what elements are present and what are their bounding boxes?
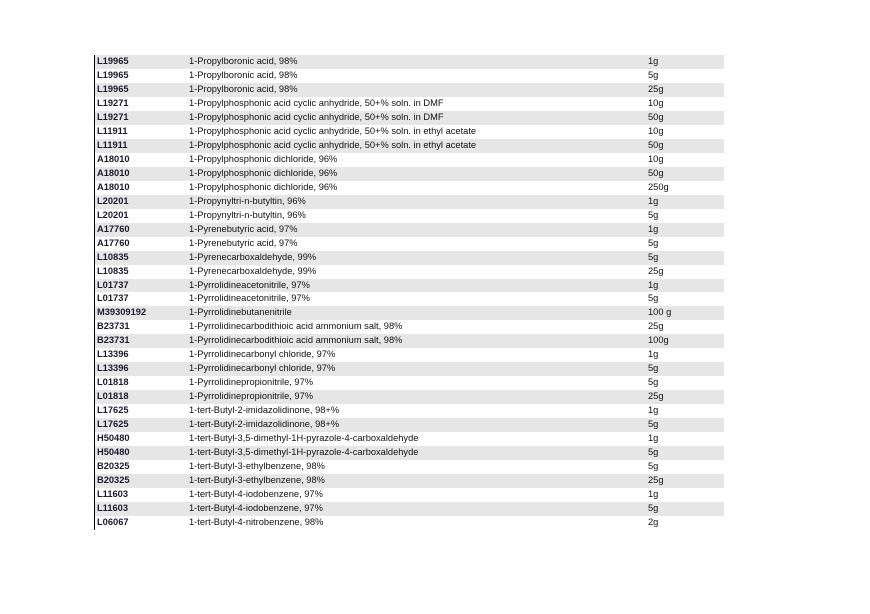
product-code: A17760 bbox=[97, 237, 130, 248]
table-row bbox=[94, 209, 724, 223]
product-description: 1-tert-Butyl-3-ethylbenzene, 98% bbox=[189, 461, 325, 472]
product-code: L19271 bbox=[97, 97, 129, 108]
table-row bbox=[94, 167, 724, 181]
product-description: 1-Propylboronic acid, 98% bbox=[189, 83, 298, 94]
product-code: L17625 bbox=[97, 405, 129, 416]
product-description: 1-Pyrrolidinecarbonyl chloride, 97% bbox=[189, 363, 336, 374]
product-code: B23731 bbox=[97, 335, 130, 346]
table-row bbox=[94, 223, 724, 237]
product-description: 1-Pyrrolidinepropionitrile, 97% bbox=[189, 391, 314, 402]
product-code: H50480 bbox=[97, 447, 130, 458]
package-size: 5g bbox=[648, 251, 659, 262]
table-row bbox=[94, 69, 724, 83]
package-size: 10g bbox=[648, 125, 664, 136]
table-row bbox=[94, 83, 724, 97]
package-size: 2g bbox=[648, 516, 659, 527]
table-row bbox=[94, 418, 724, 432]
package-size: 5g bbox=[648, 209, 659, 220]
table-row bbox=[94, 153, 724, 167]
table-row bbox=[94, 55, 724, 69]
product-code: L10835 bbox=[97, 251, 129, 262]
product-description: 1-tert-Butyl-4-nitrobenzene, 98% bbox=[189, 516, 324, 527]
product-code: B20325 bbox=[97, 461, 130, 472]
table-row bbox=[94, 181, 724, 195]
product-code: L13396 bbox=[97, 349, 129, 360]
package-size: 5g bbox=[648, 503, 659, 513]
package-size: 50g bbox=[648, 139, 664, 150]
product-code: L01737 bbox=[97, 293, 129, 304]
product-code: L19965 bbox=[97, 69, 129, 80]
product-code: L11911 bbox=[97, 125, 128, 136]
product-description: 1-Pyrrolidinepropionitrile, 97% bbox=[189, 377, 314, 388]
product-description: 1-tert-Butyl-3,5-dimethyl-1H-pyrazole-4-carboxaldehyde bbox=[189, 433, 419, 444]
product-code: L20201 bbox=[97, 195, 129, 206]
product-code: B23731 bbox=[97, 321, 130, 332]
table-row bbox=[94, 97, 724, 111]
product-description: 1-Pyrrolidinecarbonyl chloride, 97% bbox=[189, 349, 336, 360]
package-size: 25g bbox=[648, 83, 664, 94]
package-size: 25g bbox=[648, 265, 664, 276]
table-row bbox=[94, 279, 724, 293]
package-size: 5g bbox=[648, 461, 659, 472]
package-size: 1g bbox=[648, 279, 659, 290]
product-description: 1-Pyrenecarboxaldehyde, 99% bbox=[189, 265, 317, 276]
table-row bbox=[94, 292, 724, 306]
product-description: 1-Propylphosphonic dichloride, 96% bbox=[189, 167, 338, 178]
package-size: 1g bbox=[648, 56, 659, 66]
package-size: 100 g bbox=[648, 307, 672, 318]
product-description: 1-Pyrenebutyric acid, 97% bbox=[189, 237, 298, 248]
product-description: 1-Propylphosphonic acid cyclic anhydride, 50+% soln. in DMF bbox=[189, 111, 444, 122]
product-description: 1-Propynyltri-n-butyltin, 96% bbox=[189, 195, 306, 206]
product-code: A18010 bbox=[97, 153, 130, 164]
product-code: L19271 bbox=[97, 111, 129, 122]
product-code: A18010 bbox=[97, 167, 130, 178]
table-row bbox=[94, 502, 724, 516]
table-row bbox=[94, 432, 724, 446]
table-row bbox=[94, 348, 724, 362]
table-row bbox=[94, 488, 724, 502]
product-code: L17625 bbox=[97, 419, 129, 430]
table-row bbox=[94, 404, 724, 418]
product-code: M39309192 bbox=[97, 307, 147, 318]
table-row bbox=[94, 516, 724, 530]
table-row bbox=[94, 362, 724, 376]
package-size: 1g bbox=[648, 489, 659, 500]
package-size: 5g bbox=[648, 293, 659, 304]
product-code: L19965 bbox=[97, 56, 129, 66]
product-description: 1-Pyrrolidinecarbodithioic acid ammonium salt, 98% bbox=[189, 321, 403, 332]
package-size: 5g bbox=[648, 69, 659, 80]
table-row bbox=[94, 237, 724, 251]
product-description: 1-Pyrrolidinebutanenitrile bbox=[189, 307, 292, 318]
product-code: L11603 bbox=[97, 489, 129, 500]
table-row bbox=[94, 376, 724, 390]
product-code: L13396 bbox=[97, 363, 129, 374]
product-code: L01818 bbox=[97, 377, 129, 388]
package-size: 5g bbox=[648, 419, 659, 430]
product-code: L11911 bbox=[97, 139, 128, 150]
product-description: 1-Pyrenebutyric acid, 97% bbox=[189, 223, 298, 234]
product-description: 1-Propynyltri-n-butyltin, 96% bbox=[189, 209, 306, 220]
product-code: A17760 bbox=[97, 223, 130, 234]
table-row bbox=[94, 195, 724, 209]
product-code: A18010 bbox=[97, 181, 130, 192]
product-table bbox=[94, 55, 724, 530]
product-description: 1-tert-Butyl-4-iodobenzene, 97% bbox=[189, 503, 323, 513]
product-code: L11603 bbox=[97, 503, 129, 513]
package-size: 1g bbox=[648, 223, 659, 234]
product-description: 1-tert-Butyl-3-ethylbenzene, 98% bbox=[189, 475, 325, 486]
table-row bbox=[94, 125, 724, 139]
package-size: 50g bbox=[648, 167, 664, 178]
package-size: 100g bbox=[648, 335, 669, 346]
product-code: L06067 bbox=[97, 516, 129, 527]
table-row bbox=[94, 139, 724, 153]
table-row bbox=[94, 446, 724, 460]
product-code: L01737 bbox=[97, 279, 129, 290]
table-row bbox=[94, 334, 724, 348]
package-size: 25g bbox=[648, 391, 664, 402]
product-description: 1-Pyrenecarboxaldehyde, 99% bbox=[189, 251, 317, 262]
product-description: 1-Pyrrolidineacetonitrile, 97% bbox=[189, 279, 310, 290]
package-size: 5g bbox=[648, 377, 659, 388]
package-size: 1g bbox=[648, 195, 659, 206]
product-description: 1-Propylphosphonic dichloride, 96% bbox=[189, 153, 338, 164]
table-row bbox=[94, 460, 724, 474]
product-description: 1-Propylboronic acid, 98% bbox=[189, 69, 298, 80]
package-size: 10g bbox=[648, 153, 664, 164]
product-description: 1-Pyrrolidinecarbodithioic acid ammonium salt, 98% bbox=[189, 335, 403, 346]
package-size: 25g bbox=[648, 475, 664, 486]
product-description: 1-Propylphosphonic dichloride, 96% bbox=[189, 181, 338, 192]
package-size: 1g bbox=[648, 349, 659, 360]
product-description: 1-Propylphosphonic acid cyclic anhydride, 50+% soln. in ethyl acetate bbox=[189, 125, 477, 136]
package-size: 1g bbox=[648, 433, 659, 444]
product-description: 1-tert-Butyl-3,5-dimethyl-1H-pyrazole-4-carboxaldehyde bbox=[189, 447, 419, 458]
package-size: 250g bbox=[648, 181, 669, 192]
package-size: 25g bbox=[648, 321, 664, 332]
table-row bbox=[94, 390, 724, 404]
table-row bbox=[94, 111, 724, 125]
product-description: 1-Propylboronic acid, 98% bbox=[189, 56, 298, 66]
product-description: 1-Propylphosphonic acid cyclic anhydride, 50+% soln. in DMF bbox=[189, 97, 444, 108]
package-size: 50g bbox=[648, 111, 664, 122]
package-size: 5g bbox=[648, 237, 659, 248]
package-size: 10g bbox=[648, 97, 664, 108]
table-row bbox=[94, 306, 724, 320]
product-code: L19965 bbox=[97, 83, 129, 94]
product-description: 1-tert-Butyl-2-imidazolidinone, 98+% bbox=[189, 405, 340, 416]
product-code: H50480 bbox=[97, 433, 130, 444]
table-row bbox=[94, 251, 724, 265]
table-row bbox=[94, 320, 724, 334]
product-description: 1-Propylphosphonic acid cyclic anhydride, 50+% soln. in ethyl acetate bbox=[189, 139, 477, 150]
product-code: L20201 bbox=[97, 209, 129, 220]
package-size: 5g bbox=[648, 447, 659, 458]
product-description: 1-tert-Butyl-2-imidazolidinone, 98+% bbox=[189, 419, 340, 430]
package-size: 5g bbox=[648, 363, 659, 374]
table-row bbox=[94, 265, 724, 279]
product-code: L01818 bbox=[97, 391, 129, 402]
package-size: 1g bbox=[648, 405, 659, 416]
table-row bbox=[94, 474, 724, 488]
product-code: L10835 bbox=[97, 265, 129, 276]
product-code: B20325 bbox=[97, 475, 130, 486]
product-description: 1-tert-Butyl-4-iodobenzene, 97% bbox=[189, 489, 323, 500]
product-description: 1-Pyrrolidineacetonitrile, 97% bbox=[189, 293, 310, 304]
